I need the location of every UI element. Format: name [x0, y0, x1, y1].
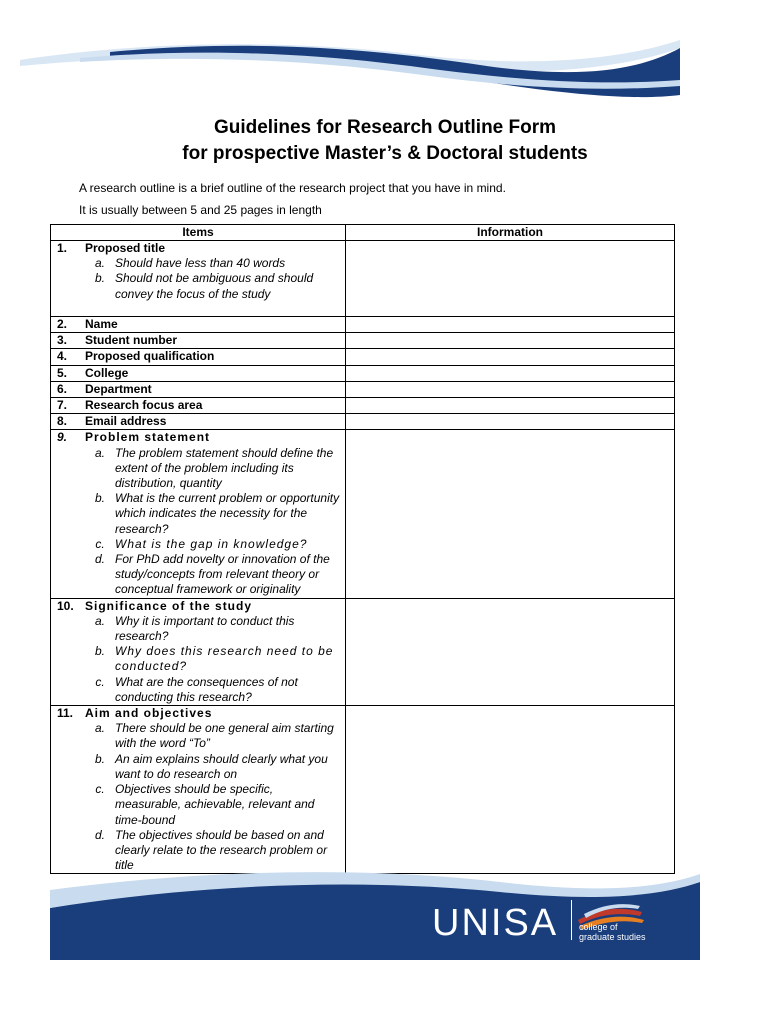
item-label: Department — [85, 381, 152, 396]
item-label: Proposed qualification — [85, 349, 215, 364]
item-cell — [51, 381, 346, 397]
sub-letter: b. — [94, 271, 105, 286]
item-label: Problem statement — [85, 430, 211, 445]
intro-text-line1: A research outline is a brief outline of the research project that you have in mind. — [79, 181, 506, 195]
item-label: Research focus area — [85, 398, 203, 413]
information-cell[interactable] — [346, 706, 675, 874]
sub-text: For PhD add novelty or innovation of the study/concepts from relevant theory or conceptual framework or originality — [115, 552, 330, 597]
item-number: 6. — [57, 381, 68, 396]
sub-letter: b. — [94, 751, 105, 766]
sub-text: What are the consequences of not conducting this research? — [115, 674, 298, 704]
item-label: Email address — [85, 414, 167, 429]
item-cell — [51, 430, 346, 598]
information-cell[interactable] — [346, 241, 675, 317]
information-cell[interactable] — [346, 381, 675, 397]
item-number: 11. — [57, 706, 74, 721]
information-column-header: Information — [346, 225, 675, 241]
table-row — [51, 333, 675, 349]
page-title-line2: for prospective Master’s & Doctoral students — [182, 143, 588, 164]
page-title-line1: Guidelines for Research Outline Form — [213, 117, 557, 138]
sub-text: Why it is important to conduct this research? — [115, 613, 295, 644]
sub-letter: a. — [94, 256, 105, 271]
table-row — [51, 349, 675, 365]
information-cell[interactable] — [346, 414, 675, 430]
sub-text: An aim explains should clearly what you want to do research on — [115, 751, 328, 781]
sub-text: Should not be ambiguous and should convey the focus of the study — [115, 271, 314, 301]
information-cell[interactable] — [346, 398, 675, 414]
item-number: 2. — [57, 317, 68, 331]
item-label: Aim and objectives — [85, 706, 213, 721]
table-row — [51, 365, 675, 381]
item-label: Significance of the study — [85, 598, 253, 613]
table-row — [51, 241, 675, 317]
item-cell — [51, 598, 346, 705]
table-row — [51, 414, 675, 430]
sub-text: The objectives should be based on and clearly relate to the research problem or title — [115, 827, 328, 873]
table-row — [51, 706, 675, 874]
sub-text: There should be one general aim starting with the word “To” — [115, 721, 334, 751]
unisa-subtitle-line2: graduate studies — [579, 932, 646, 942]
sub-text: What is the gap in knowledge? — [115, 536, 308, 551]
sub-letter: a. — [94, 613, 105, 628]
information-cell[interactable] — [346, 365, 675, 381]
item-cell — [51, 333, 346, 349]
item-label: Name — [85, 317, 118, 331]
item-cell — [51, 365, 346, 381]
unisa-logo-subtitle — [579, 922, 646, 942]
information-cell[interactable] — [346, 598, 675, 705]
sub-text: The problem statement should define the extent of the problem including its distribution, quantity — [115, 445, 334, 491]
sub-letter: b. — [94, 644, 105, 659]
sub-letter: a. — [94, 721, 105, 736]
item-number: 9. — [57, 430, 68, 445]
item-cell — [51, 706, 346, 874]
item-cell — [51, 414, 346, 430]
table-row — [51, 317, 675, 333]
sub-text: Why does this research need to be conducted? — [115, 644, 334, 674]
item-label: Student number — [85, 333, 177, 348]
unisa-logo-text: UNISA — [432, 902, 559, 944]
item-number: 5. — [57, 365, 68, 380]
unisa-subtitle-line1: college of — [579, 922, 618, 932]
information-cell[interactable] — [346, 430, 675, 598]
sub-letter: c. — [95, 536, 105, 551]
sub-text: What is the current problem or opportunity which indicates the necessity for the research? — [115, 491, 340, 536]
sub-letter: d. — [94, 552, 105, 567]
intro-text-line2: It is usually between 5 and 25 pages in length — [79, 203, 322, 217]
item-cell — [51, 241, 346, 317]
sub-letter: b. — [94, 491, 105, 506]
table-row — [51, 381, 675, 397]
sub-letter: d. — [94, 827, 105, 842]
item-cell — [51, 317, 346, 333]
item-cell — [51, 398, 346, 414]
item-number: 1. — [57, 241, 68, 255]
item-number: 3. — [57, 333, 68, 348]
item-number: 8. — [57, 414, 68, 429]
item-number: 7. — [57, 398, 68, 413]
items-column-header: Items — [51, 225, 346, 241]
top-wave-banner — [0, 0, 770, 110]
item-number: 4. — [57, 349, 68, 364]
item-label: College — [85, 365, 129, 380]
item-cell — [51, 349, 346, 365]
table-row — [51, 598, 675, 705]
information-cell[interactable] — [346, 349, 675, 365]
sub-letter: c. — [95, 674, 105, 689]
sub-letter: a. — [94, 445, 105, 460]
item-label: Proposed title — [85, 241, 166, 255]
table-row — [51, 398, 675, 414]
sub-text: Should have less than 40 words — [115, 256, 286, 271]
research-outline-table — [50, 224, 675, 874]
information-cell[interactable] — [346, 317, 675, 333]
sub-text: Objectives should be specific, measurable, achievable, relevant and time-bound — [115, 782, 315, 827]
bottom-wave-banner — [0, 868, 770, 1024]
information-cell[interactable] — [346, 333, 675, 349]
table-row — [51, 430, 675, 598]
sub-letter: c. — [95, 782, 105, 797]
item-number: 10. — [57, 598, 74, 613]
